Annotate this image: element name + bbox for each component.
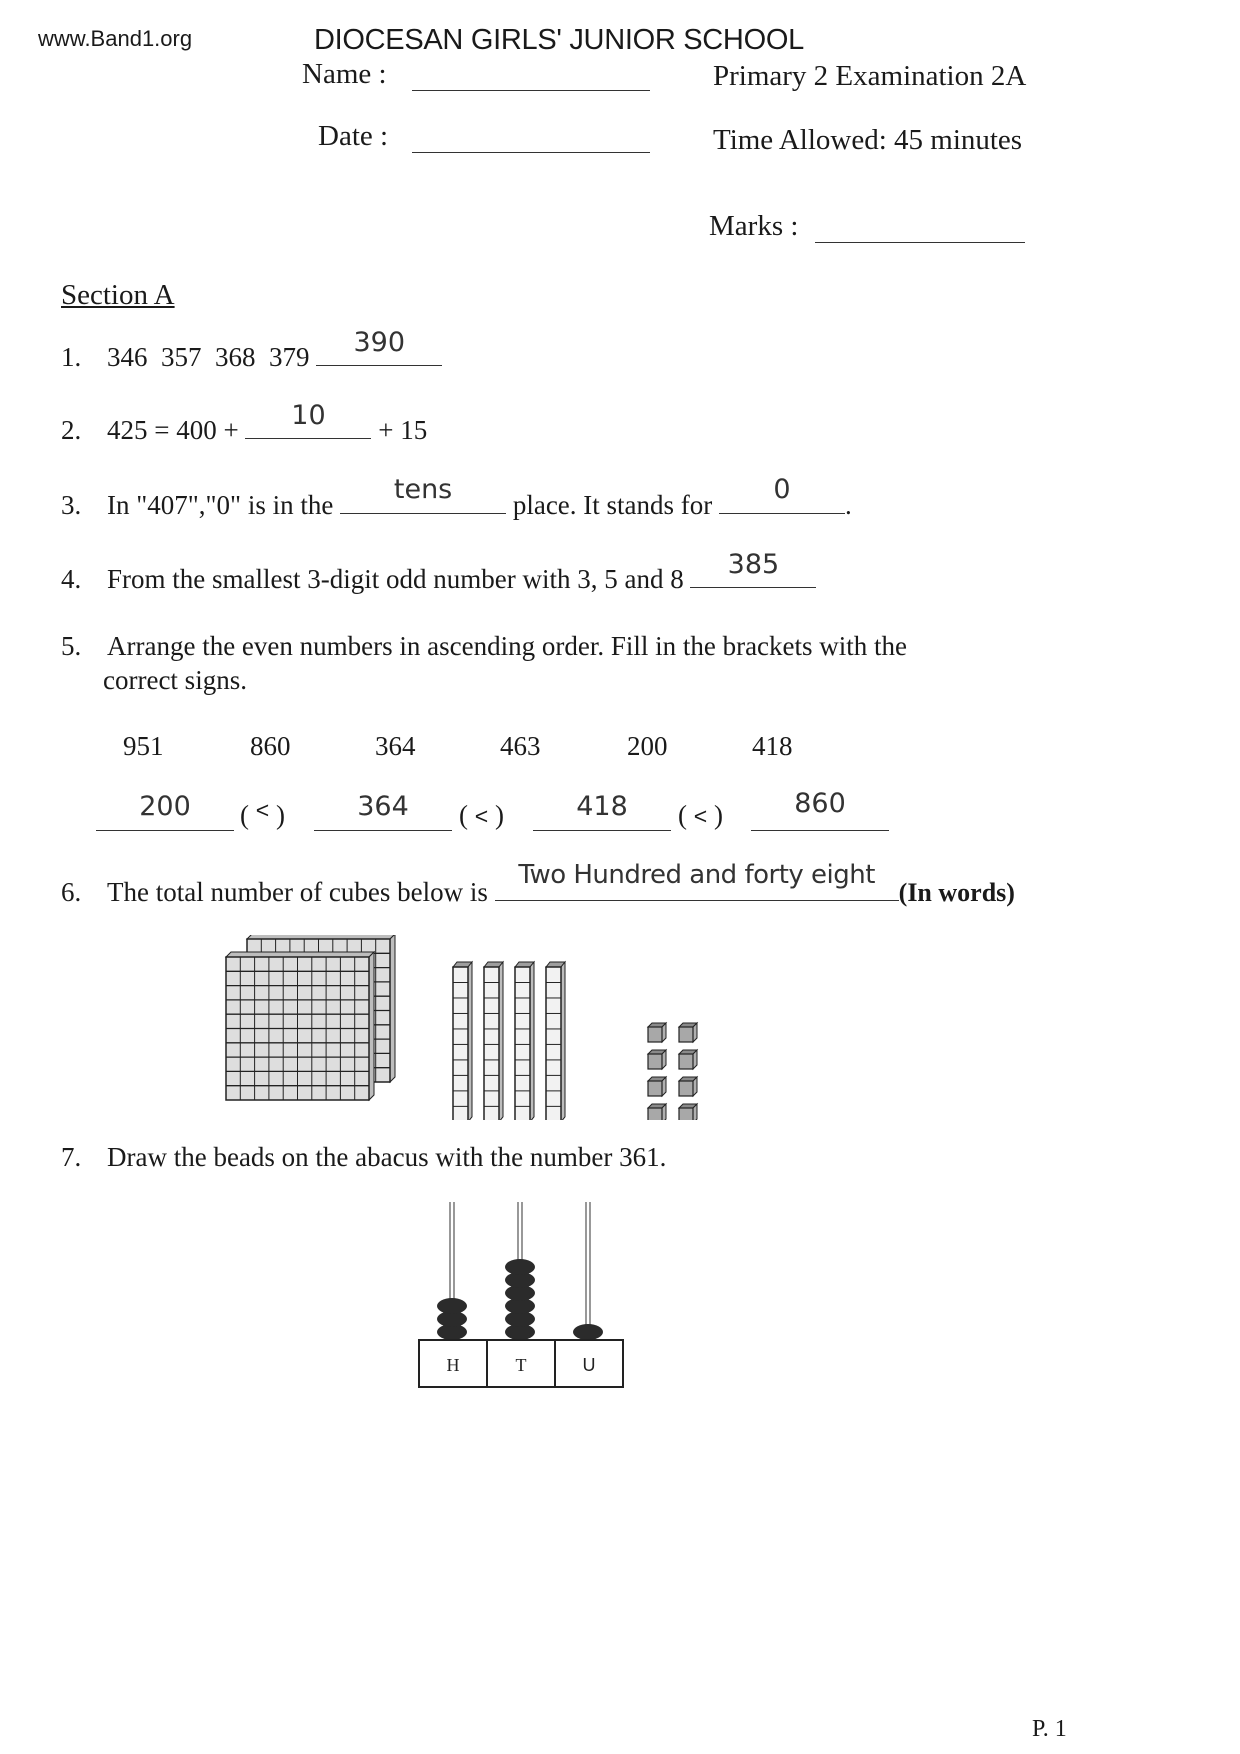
one-cube <box>679 1104 697 1120</box>
question-number: 4. <box>61 564 82 594</box>
abacus-column-label: H <box>446 1355 460 1375</box>
one-cube <box>648 1104 666 1120</box>
question-text: In "407","0" is in the <box>107 490 334 520</box>
answer-text: 364 <box>357 791 409 822</box>
ten-rod <box>515 962 534 1120</box>
site-watermark: www.Band1.org <box>38 26 193 51</box>
question-5-line-2: correct signs. <box>103 665 247 695</box>
order-blank-4[interactable] <box>751 788 889 831</box>
hundred-flat <box>226 952 374 1100</box>
question-2 <box>61 400 428 446</box>
order-blank-2[interactable] <box>314 791 452 831</box>
exam-title: Primary 2 Examination 2A <box>713 60 1027 92</box>
sign-bracket-2[interactable]: ( < ) <box>459 800 504 830</box>
answer-text: tens <box>393 474 453 505</box>
abacus-bead <box>505 1259 535 1275</box>
answer-blank[interactable] <box>690 549 816 588</box>
marks-field[interactable] <box>815 218 1025 243</box>
question-number: 2. <box>61 415 82 445</box>
question-4 <box>61 549 816 595</box>
period: . <box>845 490 852 520</box>
question-text: Draw the beads on the abacus with the number 361. <box>107 1142 667 1172</box>
abacus-bead <box>573 1324 603 1340</box>
one-cube <box>648 1023 666 1042</box>
sign-bracket-3[interactable]: ( < ) <box>678 800 723 830</box>
time-allowed: Time Allowed: 45 minutes <box>713 124 1023 156</box>
question-text: 425 = 400 + <box>107 415 239 445</box>
order-blank-1[interactable] <box>96 791 234 831</box>
answer-text: 385 <box>727 549 780 580</box>
section-title: Section A <box>61 279 175 311</box>
number-item: 860 <box>250 731 291 761</box>
name-field[interactable] <box>412 66 650 91</box>
question-number: 7. <box>61 1142 82 1172</box>
abacus-rod-u <box>573 1202 603 1340</box>
abacus-column-label: U <box>582 1355 596 1375</box>
ten-rod <box>546 962 565 1120</box>
answer-text: 390 <box>353 327 406 358</box>
school-name: DIOCESAN GIRLS' JUNIOR SCHOOL <box>314 24 804 56</box>
ten-rod <box>453 962 472 1120</box>
sign-text: < <box>693 803 708 829</box>
question-text: Arrange the even numbers in ascending order. Fill in the brackets with the <box>107 631 908 661</box>
abacus-bead <box>437 1298 467 1314</box>
order-blank-3[interactable] <box>533 791 671 831</box>
answer-blank[interactable] <box>245 400 371 439</box>
ten-rod <box>484 962 503 1120</box>
answer-blank[interactable] <box>495 860 899 901</box>
question-number: 5. <box>61 631 82 661</box>
one-cube <box>679 1050 697 1069</box>
answer-text: 860 <box>794 788 846 819</box>
answer-text: 0 <box>773 474 791 505</box>
question-number: 6. <box>61 877 82 907</box>
sign-bracket-1[interactable]: ( < ) <box>240 797 285 830</box>
number-item: 418 <box>752 731 793 761</box>
question-text: place. It stands for <box>512 490 713 520</box>
question-number: 1. <box>61 342 82 372</box>
name-label: Name : <box>302 58 387 90</box>
answer-blank-value[interactable] <box>719 474 845 514</box>
date-field[interactable] <box>412 128 650 153</box>
sign-text: < <box>255 797 270 823</box>
abacus-rod-t <box>505 1202 535 1340</box>
base-ten-blocks <box>220 935 720 1120</box>
question-text: The total number of cubes below is <box>107 877 488 907</box>
one-cube <box>648 1050 666 1069</box>
one-cube <box>679 1023 697 1042</box>
question-text: From the smallest 3-digit odd number with 3, 5 and 8 <box>107 564 684 594</box>
one-cube <box>648 1077 666 1096</box>
abacus-column-label: T <box>515 1355 527 1375</box>
number-item: 463 <box>500 731 541 761</box>
number-item: 951 <box>123 731 164 761</box>
question-1 <box>61 327 442 373</box>
question-7 <box>61 1142 666 1173</box>
question-text: 346 357 368 379 <box>107 342 310 372</box>
answer-text: 10 <box>291 400 326 431</box>
abacus-rod-h <box>437 1202 467 1340</box>
question-3 <box>61 474 852 521</box>
answer-text: 200 <box>139 791 191 822</box>
answer-text: Two Hundred and forty eight <box>518 860 875 890</box>
in-words-note: (In words) <box>898 878 1015 907</box>
answer-blank[interactable] <box>316 327 442 366</box>
question-text: + 15 <box>378 415 428 445</box>
page-number: P. 1 <box>1032 1716 1067 1742</box>
answer-text: 418 <box>576 791 628 822</box>
marks-label: Marks : <box>709 210 799 242</box>
abacus[interactable] <box>400 1190 660 1400</box>
answer-blank-place[interactable] <box>340 474 506 514</box>
question-6 <box>61 860 1015 908</box>
one-cube <box>679 1077 697 1096</box>
question-number: 3. <box>61 490 82 520</box>
number-item: 364 <box>375 731 416 761</box>
number-item: 200 <box>627 731 668 761</box>
sign-text: < <box>474 803 489 829</box>
date-label: Date : <box>318 120 389 152</box>
question-5 <box>61 631 907 662</box>
